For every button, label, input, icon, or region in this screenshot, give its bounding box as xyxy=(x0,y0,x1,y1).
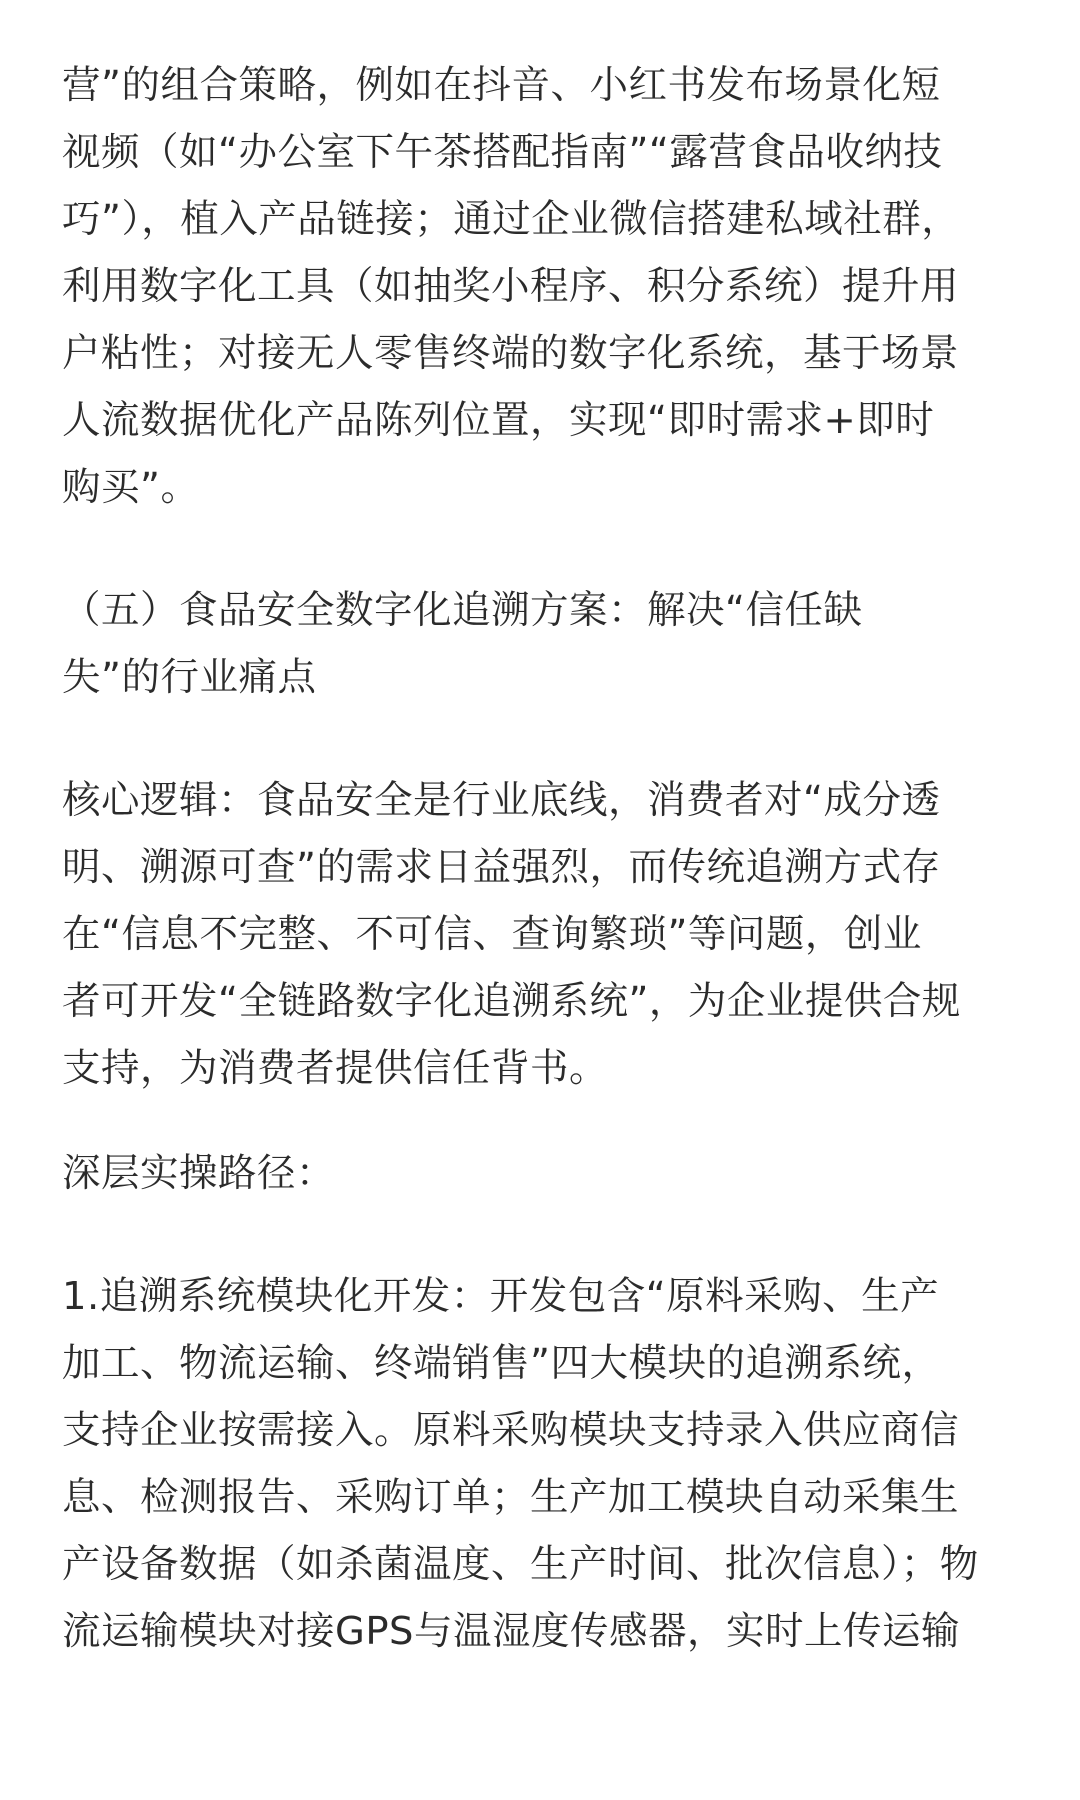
text-line: 支持企业按需接入。原料采购模块支持录入供应商信 xyxy=(62,1408,960,1453)
paragraph-gap xyxy=(62,711,1022,767)
text-line: 明、溯源可查”的需求日益强烈，而传统追溯方式存 xyxy=(62,845,941,890)
paragraph-path-heading xyxy=(62,1140,1022,1207)
text-line: 购买”。 xyxy=(62,465,200,510)
text-line: 巧”），植入产品链接；通过企业微信搭建私域社群， xyxy=(62,197,961,242)
paragraph-gap xyxy=(62,521,1022,577)
heading-line: 失”的行业痛点 xyxy=(62,655,317,700)
paragraph-step-1 xyxy=(62,1263,1022,1665)
text-line: 加工、物流运输、终端销售”四大模块的追溯系统， xyxy=(62,1341,941,1386)
text-line: 支持，为消费者提供信任背书。 xyxy=(62,1046,609,1091)
text-line: 营”的组合策略，例如在抖音、小红书发布场景化短 xyxy=(62,63,941,108)
text-line: 在“信息不完整、不可信、查询繁琐”等问题，创业 xyxy=(62,912,922,957)
text-line: 人流数据优化产品陈列位置，实现“即时需求+即时 xyxy=(62,398,935,443)
text-line: 者可开发“全链路数字化追溯系统”，为企业提供合规 xyxy=(62,979,961,1024)
text-line: 深层实操路径： xyxy=(62,1151,336,1196)
paragraph-gap xyxy=(62,1102,1022,1140)
article-body xyxy=(62,52,1022,1665)
paragraph-gap xyxy=(62,1207,1022,1263)
text-line: 流运输模块对接GPS与温湿度传感器，实时上传运输 xyxy=(62,1609,960,1654)
text-line: 核心逻辑：食品安全是行业底线，消费者对“成分透 xyxy=(62,778,941,823)
text-line: 1.追溯系统模块化开发：开发包含“原料采购、生产 xyxy=(62,1274,940,1319)
text-line: 产设备数据（如杀菌温度、生产时间、批次信息）；物 xyxy=(62,1542,979,1587)
text-line: 户粘性；对接无人零售终端的数字化系统，基于场景 xyxy=(62,331,960,376)
section-heading xyxy=(62,577,1022,711)
text-line: 视频（如“办公室下午茶搭配指南”“露营食品收纳技 xyxy=(62,130,943,175)
text-line: 息、检测报告、采购订单；生产加工模块自动采集生 xyxy=(62,1475,960,1520)
heading-line: （五）食品安全数字化追溯方案：解决“信任缺 xyxy=(62,588,863,633)
text-line: 利用数字化工具（如抽奖小程序、积分系统）提升用 xyxy=(62,264,960,309)
paragraph-continuation xyxy=(62,52,1022,521)
paragraph-core-logic xyxy=(62,767,1022,1102)
